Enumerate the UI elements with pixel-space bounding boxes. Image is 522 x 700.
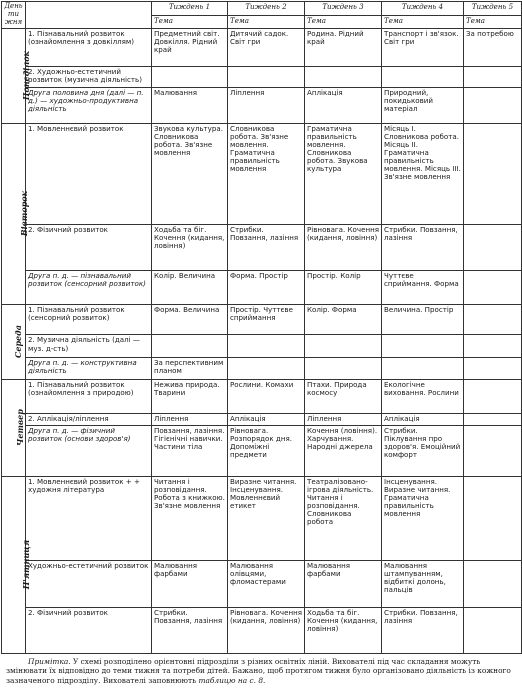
- week-cell: Граматична правильність мовлення. Словникова робота. Звукова культура: [305, 123, 382, 224]
- activity-cell: 2. Аплікація/ліплення: [26, 414, 152, 426]
- week-cell: [152, 67, 228, 87]
- week-3-header: Тиждень 3: [305, 2, 382, 16]
- week-cell: Колір. Форма: [305, 305, 382, 335]
- activity-cell: 1. Пізнавальний розвиток (ознайомлення з довкіллям): [26, 29, 152, 67]
- topic-label: Тема: [464, 15, 522, 29]
- week-cell: Транспорт і зв'язок. Світ гри: [382, 29, 464, 67]
- friday-row-2: [2, 561, 522, 607]
- week-cell: [464, 123, 522, 224]
- week-cell: [382, 335, 464, 357]
- week-cell: Форма. Простір: [228, 270, 305, 304]
- week-cell: [464, 87, 522, 123]
- week-cell: Аплікація: [305, 87, 382, 123]
- week-cell: Малювання фарбами: [305, 561, 382, 607]
- week-cell: [464, 357, 522, 379]
- week-cell: Стрибки. Повзання, лазіння: [382, 224, 464, 270]
- wednesday-row-1: [2, 305, 522, 335]
- week-1-header: Тиждень 1: [152, 2, 228, 16]
- week-cell: Рослини. Комахи: [228, 379, 305, 413]
- week-cell: Повзання, лазіння. Гігієнічні навички. Частини тіла: [152, 426, 228, 476]
- week-cell: Малювання олівцями, фломастерами: [228, 561, 305, 607]
- week-cell: Стрибки. Повзання, лазіння: [228, 224, 305, 270]
- week-cell: Рівновага. Кочення (кидання, ловіння): [228, 607, 305, 653]
- monday-row-3: [2, 87, 522, 123]
- topic-label: Тема: [382, 15, 464, 29]
- activity-cell: 1. Мовленнєвий розвиток: [26, 123, 152, 224]
- week-cell: Колір. Величина: [152, 270, 228, 304]
- tuesday-row-2: [2, 224, 522, 270]
- header-row-weeks: [2, 2, 522, 16]
- week-cell: Місяць І. Словникова робота. Місяць ІІ. Граматична правильність мовлення. Місяць ІІІ. Зв'язне мовлення: [382, 123, 464, 224]
- wednesday-row-3: [2, 357, 522, 379]
- topic-label: Тема: [152, 15, 228, 29]
- week-cell: Простір. Чуттєве сприймання: [228, 305, 305, 335]
- week-cell: За потребою: [464, 29, 522, 67]
- week-cell: [464, 414, 522, 426]
- week-cell: [228, 335, 305, 357]
- week-cell: [464, 607, 522, 653]
- thursday-row-3: [2, 426, 522, 476]
- week-cell: Птахи. Природа космосу: [305, 379, 382, 413]
- topic-label: Тема: [305, 15, 382, 29]
- activity-cell: 2. Музична діяльність (далі — муз. д-сть): [26, 335, 152, 357]
- week-cell: Словникова робота. Зв'язне мовлення. Граматична правильність мовлення: [228, 123, 305, 224]
- week-cell: Інсценування. Виразне читання. Граматична правильність мовлення: [382, 476, 464, 561]
- week-cell: Предметний світ. Довкілля. Рідний край: [152, 29, 228, 67]
- day-monday: Понеділок: [2, 29, 26, 124]
- week-4-header: Тиждень 4: [382, 2, 464, 16]
- week-cell: Кочення (ловіння). Харчування. Народні джерела: [305, 426, 382, 476]
- activity-cell: 2. Фізичний розвиток: [26, 607, 152, 653]
- week-cell: Чуттєве сприймання. Форма: [382, 270, 464, 304]
- week-cell: [305, 357, 382, 379]
- week-cell: Ліплення: [152, 414, 228, 426]
- footnote: [6, 657, 516, 685]
- wednesday-row-2: [2, 335, 522, 357]
- friday-row-3: [2, 607, 522, 653]
- weekly-schedule-table: [1, 1, 522, 654]
- week-cell: Стрибки. Повзання, лазіння: [152, 607, 228, 653]
- day-thursday: Четвер: [2, 379, 26, 476]
- week-cell: [464, 224, 522, 270]
- week-cell: Величина. Простір: [382, 305, 464, 335]
- week-cell: [305, 335, 382, 357]
- week-cell: [464, 476, 522, 561]
- activity-cell: 2. Фізичний розвиток: [26, 224, 152, 270]
- tuesday-row-3: [2, 270, 522, 304]
- thursday-row-2: [2, 414, 522, 426]
- week-cell: Театралізовано-ігрова діяльність. Читання і розповідання. Словникова робота: [305, 476, 382, 561]
- week-cell: Ліплення: [228, 87, 305, 123]
- footnote-label: Примітка.: [28, 657, 71, 666]
- day-tuesday: Вівторок: [2, 123, 26, 304]
- week-cell: Родина. Рідний край: [305, 29, 382, 67]
- week-2-header: Тиждень 2: [228, 2, 305, 16]
- day-of-week-header: День тижня: [2, 2, 26, 29]
- week-cell: Форма. Величина: [152, 305, 228, 335]
- activity-cell: Друга п. д. — фізичний розвиток (основи здоров'я): [26, 426, 152, 476]
- day-wednesday: Середа: [2, 305, 26, 380]
- week-cell: Ходьба та біг. Кочення (кидання, ловіння): [305, 607, 382, 653]
- week-cell: [464, 270, 522, 304]
- week-cell: За перспективним планом: [152, 357, 228, 379]
- week-cell: [152, 335, 228, 357]
- week-cell: Аплікація: [382, 414, 464, 426]
- week-cell: Малювання штампуванням, відбиткі долонь, пальців: [382, 561, 464, 607]
- tuesday-row-1: [2, 123, 522, 224]
- week-cell: [464, 305, 522, 335]
- week-cell: [228, 67, 305, 87]
- week-cell: Стрибки. Повзання, лазіння: [382, 607, 464, 653]
- thursday-row-1: [2, 379, 522, 413]
- week-cell: Неживa природа. Тварини: [152, 379, 228, 413]
- activity-cell: 1. Пізнавальний розвиток (ознайомлення з природою): [26, 379, 152, 413]
- week-cell: Ходьба та біг. Кочення (кидання, ловіння): [152, 224, 228, 270]
- week-cell: [464, 379, 522, 413]
- week-cell: [382, 67, 464, 87]
- week-cell: Дитячий садок. Світ гри: [228, 29, 305, 67]
- activity-header: [26, 2, 152, 29]
- week-5-header: Тиждень 5: [464, 2, 522, 16]
- activity-cell: Друга п. д. — конструктивна діяльність: [26, 357, 152, 379]
- monday-row-2: [2, 67, 522, 87]
- week-cell: Виразне читання. Інсценування. Мовленнєвий етикет: [228, 476, 305, 561]
- week-cell: Читання і розповідання. Робота з книжкою. Зв'язне мовлення: [152, 476, 228, 561]
- week-cell: [464, 561, 522, 607]
- activity-cell: 1. Пізнавальний розвиток (сенсорний розвиток): [26, 305, 152, 335]
- week-cell: Рівновага. Розпорядок дня. Допоміжні предмети: [228, 426, 305, 476]
- monday-row-1: [2, 29, 522, 67]
- week-cell: [305, 67, 382, 87]
- footnote-reference: таблицю на с. 8.: [198, 675, 266, 685]
- activity-cell: Друга половина дня (далі — п. д.) — художньо-продуктивна діяльність: [26, 87, 152, 123]
- activity-cell: 1. Мовленнєвий розвиток + + художня література: [26, 476, 152, 561]
- week-cell: Простір. Колір: [305, 270, 382, 304]
- friday-row-1: [2, 476, 522, 561]
- day-friday: П'ятниця: [2, 476, 26, 653]
- week-cell: [228, 357, 305, 379]
- week-cell: Ліплення: [305, 414, 382, 426]
- week-cell: Екологічне виховання. Рослини: [382, 379, 464, 413]
- activity-cell: Художньо-естетичний розвиток: [26, 561, 152, 607]
- week-cell: Рівновага. Кочення (кидання, ловіння): [305, 224, 382, 270]
- week-cell: [382, 357, 464, 379]
- week-cell: Малювання фарбами: [152, 561, 228, 607]
- week-cell: Малювання: [152, 87, 228, 123]
- week-cell: [464, 335, 522, 357]
- week-cell: Аплікація: [228, 414, 305, 426]
- week-cell: [464, 67, 522, 87]
- topic-label: Тема: [228, 15, 305, 29]
- week-cell: [464, 426, 522, 476]
- footnote-text: У схемі розподілено орієнтовні підрозділи з різних освітніх ліній. Вихователі під час складання можуть змінювати їх відповідно до теми тижня та потреби дітей. Бажано, щоб протягом тижня було організовано діяльність із кожного зазначеного підрозділу. Вихователі заповнюють: [6, 657, 511, 685]
- activity-cell: Друга п. д. — пізнавальний розвиток (сенсорний розвиток): [26, 270, 152, 304]
- activity-cell: 2. Художньо-естетичний розвиток (музична діяльність): [26, 67, 152, 87]
- week-cell: Природний, покидьковий матеріал: [382, 87, 464, 123]
- week-cell: Звукова культура. Словникова робота. Зв'язне мовлення: [152, 123, 228, 224]
- week-cell: Стрибки. Піклування про здоров'я. Емоційний комфорт: [382, 426, 464, 476]
